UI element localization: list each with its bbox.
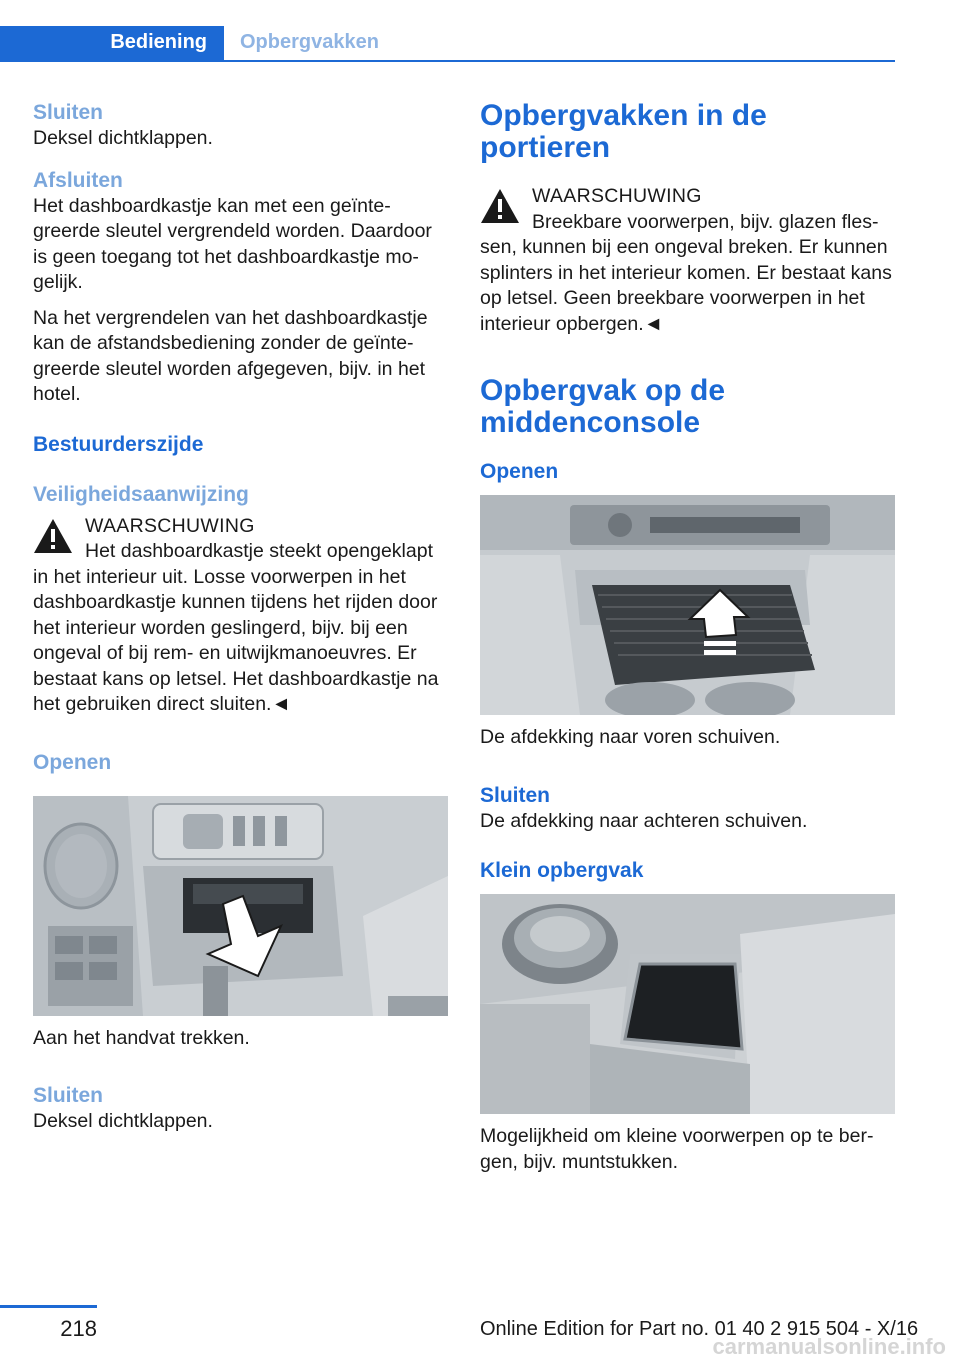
warning-title-right: WAARSCHUWING — [532, 185, 702, 207]
caption-openen-right: De afdekking naar voren schuiven. — [480, 726, 781, 748]
text-afsluiten-2: Na het vergrendelen van het dashboardkastje kan de afstandsbediening zonder de geïnte-greerde sleutel worden afgegeven, bijv. in het hotel. — [33, 306, 428, 405]
footer-divider — [0, 1305, 97, 1308]
heading-opbergvakken-portieren: Opbergvakken in de portieren — [480, 99, 767, 164]
heading-sluiten-top: Sluiten — [33, 101, 104, 124]
center-console-open-illustration — [480, 495, 895, 715]
caption-klein-opbergvak: Mogelijkheid om kleine voorwerpen op te ber-gen, bijv. muntstukken. — [480, 1125, 874, 1173]
heading-klein-opbergvak: Klein opbergvak — [480, 859, 644, 882]
heading-veiligheidsaanwijzing: Veiligheidsaanwijzing — [33, 482, 249, 506]
text-afsluiten-1: Het dashboardkastje kan met een geïnte-greerde sleutel vergrendeld worden. Daardoor is geen toegang tot het dashboardkastje mo-gelijk. — [33, 194, 432, 293]
heading-sluiten-right: Sluiten — [480, 783, 551, 807]
right-column — [480, 100, 896, 1175]
warning-triangle-icon — [33, 518, 73, 554]
warning-title-left: WAARSCHUWING — [85, 514, 255, 537]
warning-text-right: Breekbare voorwerpen, bijv. glazen fles-sen, kunnen bij een ongeval breken. Er kunnen splinters in het interieur komen. Er bestaat kans op letsel. Geen breekbare voorwerpen in het interieur opbergen.◄ — [480, 210, 892, 335]
text-sluiten-right: De afdekking naar achteren schuiven. — [480, 809, 808, 832]
heading-sluiten-bottom: Sluiten — [33, 1084, 104, 1107]
heading-afsluiten: Afsluiten — [33, 168, 123, 192]
heading-openen-right: Openen — [480, 460, 559, 483]
watermark: carmanualsonline.info — [712, 1334, 946, 1359]
header-tabbar — [0, 26, 895, 62]
left-column — [33, 100, 448, 1135]
warning-block-right — [480, 184, 896, 337]
glovebox-open-illustration — [33, 796, 448, 1016]
warning-block-left — [33, 514, 448, 718]
small-compartment-illustration — [480, 894, 895, 1114]
text-sluiten-bottom: Deksel dichtklappen. — [33, 1110, 213, 1132]
text-sluiten-top: Deksel dichtklappen. — [33, 127, 213, 149]
warning-text-left: Het dashboardkastje steekt opengeklapt in het interieur uit. Losse voorwerpen in het dashboardkastje kunnen tijdens het rijden door het interieur worden geslingerd, bijv. bij een ongeval of bij rem- en uitwijkmanoeuvres. Er bestaat kans op letsel. Het dashboardkastje na het gebruiken direct sluiten.◄ — [33, 540, 439, 715]
edition-text: Online Edition for Part no. 01 40 2 915 504 - X/16 — [480, 1318, 919, 1340]
heading-bestuurderszijde: Bestuurderszijde — [33, 432, 204, 456]
page-number: 218 — [60, 1316, 97, 1341]
heading-opbergvak-middenconsole: Opbergvak op de middenconsole — [480, 374, 726, 439]
tab-bediening[interactable]: Bediening — [0, 26, 224, 62]
caption-openen-left: Aan het handvat trekken. — [33, 1026, 250, 1049]
warning-triangle-icon — [480, 188, 520, 224]
tab-opbergvakken[interactable]: Opbergvakken — [240, 31, 379, 53]
heading-openen-left: Openen — [33, 750, 112, 774]
